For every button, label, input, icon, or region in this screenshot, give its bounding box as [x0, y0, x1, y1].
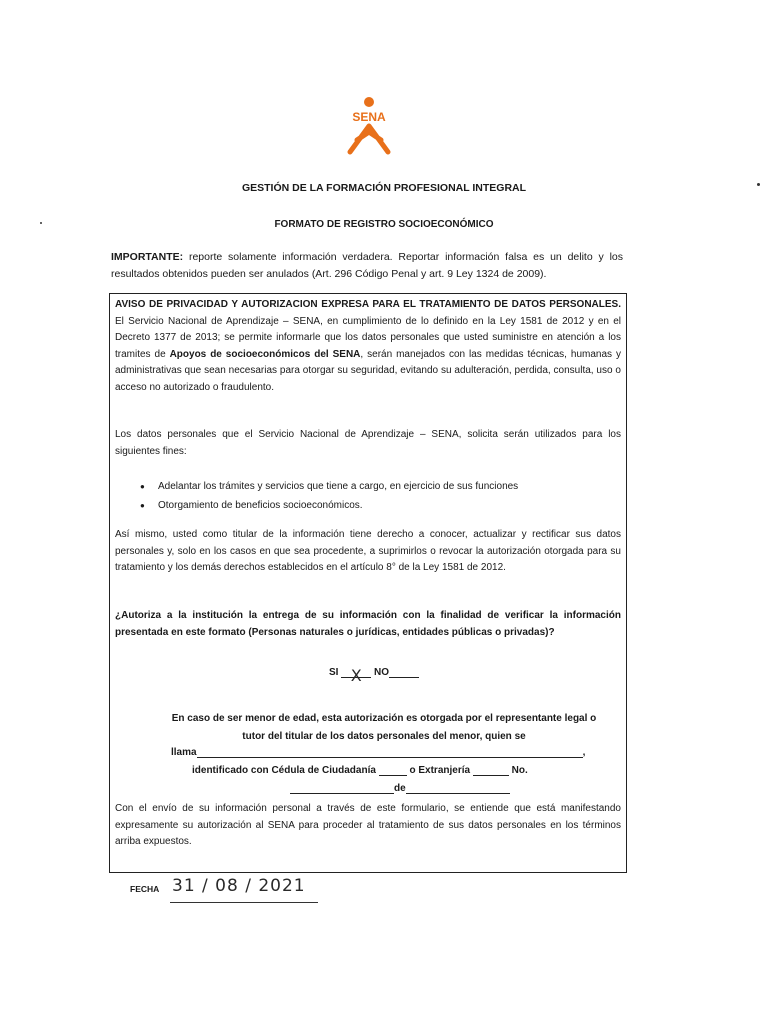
closing-paragraph: Con el envío de su información personal a través de este formulario, se entiende que está manifestando expresamente su autorización al SENA para proceder al tratamiento de sus datos personales en los términos arriba expuestos. — [115, 803, 621, 848]
number-label: No. — [511, 765, 528, 776]
cedula-label: identificado con Cédula de Ciudadanía — [192, 765, 376, 776]
minor-notice-line-2: tutor del titular de los datos personales del menor, quien se — [242, 731, 526, 742]
no-label: NO — [374, 667, 390, 678]
no-checkbox[interactable] — [389, 666, 419, 678]
page-title: GESTIÓN DE LA FORMACIÓN PROFESIONAL INTEGRAL — [241, 182, 527, 194]
important-text: reporte solamente información verdadera. Reportar información falsa es un delito y los resultados obtenidos pueden ser anulados (Art. 296 Código Penal y art. 9 Ley 1324 de 2009). — [111, 251, 623, 280]
date-label: FECHA — [130, 884, 160, 894]
important-label: IMPORTANTE: — [111, 251, 184, 263]
scan-speck — [40, 222, 42, 224]
scan-speck — [757, 183, 760, 186]
id-number-field[interactable] — [290, 782, 394, 794]
llama-label: llama — [171, 747, 197, 758]
privacy-paragraph-2: Los datos personales que el Servicio Nacional de Aprendizaje – SENA, solicita serán utilizados para los siguientes fines: — [115, 429, 621, 457]
logo-text: SENA — [352, 110, 386, 124]
sena-logo — [340, 96, 398, 156]
privacy-text-a: El Servicio Nacional de Aprendizaje – SENA, en cumplimiento de lo definido en la Ley 1581 de 2012 y en el Decreto 1377 de 2013; se permite informarle que los datos personales que usted suministre en atención a los tramites de — [115, 315, 621, 360]
issued-place-field[interactable] — [406, 782, 510, 794]
rights-paragraph: Así mismo, usted como titular de la información tiene derecho a conocer, actualizar y rectificar sus datos personales y, solo en los casos en que sea procedente, a suprimirlos o revocar la autorización otorgada para su tratamiento y los demás derechos establecidos en el artículo 8° de la Ley 1581 de 2012. — [115, 529, 621, 574]
cedula-field[interactable] — [379, 764, 407, 776]
form-subtitle: FORMATO DE REGISTRO SOCIOECONÓMICO — [274, 219, 494, 230]
extranjeria-label: o Extranjería — [409, 765, 471, 776]
si-mark: X — [350, 666, 362, 685]
list-item: ● Adelantar los trámites y servicios que tiene a cargo, en ejercicio de sus funciones — [140, 477, 610, 496]
yes-no-field — [329, 666, 419, 685]
privacy-paragraph-1 — [115, 297, 621, 397]
comma: , — [582, 747, 586, 758]
de-label: de — [394, 783, 406, 794]
privacy-text-bold: Apoyos de socioeconómicos del SENA — [169, 348, 361, 360]
privacy-text-c: , serán manejados con las medidas técnicas, humanas y administrativas que sean necesarias para otorgar su seguridad, evitando su adulteración, perdida, consulta, uso o acceso no autorizado o fraudulento. — [115, 348, 621, 393]
guardian-name-field[interactable] — [197, 746, 583, 758]
extranjeria-field[interactable] — [473, 764, 509, 776]
issued-place-row — [290, 782, 510, 794]
si-label: SI — [329, 667, 339, 678]
authorization-question: ¿Autoriza a la institución la entrega de su información con la finalidad de verificar la información presentada en este formato (Personas naturales o jurídicas, entidades públicas o privadas)? — [115, 610, 621, 638]
important-notice — [111, 249, 623, 283]
minor-notice-line-1: En caso de ser menor de edad, esta autorización es otorgada por el representante legal o — [171, 713, 597, 724]
guardian-id-row — [192, 764, 528, 776]
list-item: ● Otorgamiento de beneficios socioeconómicos. — [140, 496, 610, 515]
guardian-name-row — [171, 746, 585, 758]
si-checkbox[interactable] — [341, 666, 371, 685]
privacy-heading: AVISO DE PRIVACIDAD Y AUTORIZACION EXPRESA PARA EL TRATAMIENTO DE DATOS PERSONALES. — [115, 299, 621, 310]
date-field[interactable]: 31 / 08 / 2021 — [170, 876, 318, 903]
purpose-list — [140, 477, 610, 515]
